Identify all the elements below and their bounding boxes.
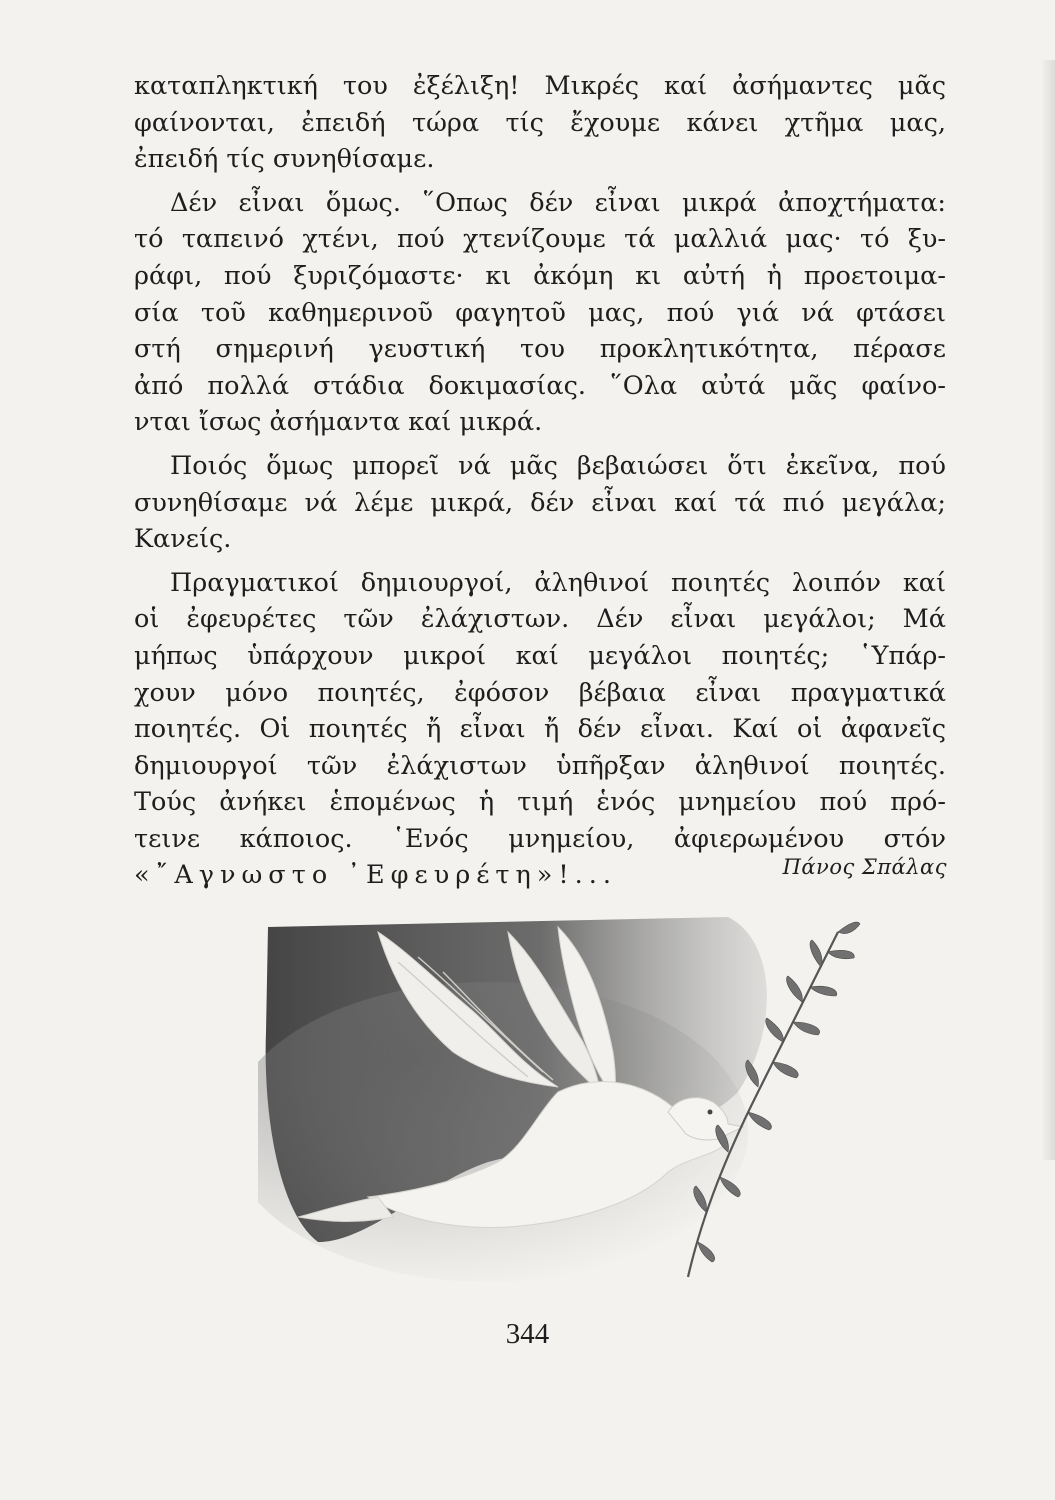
text-line: Δέν εἶναι ὅμως. ῞Οπως δέν εἶναι μικρά ἀποχτήματα: — [170, 187, 946, 218]
text-line: ἐπειδή τίς συνηθίσαμε. — [134, 144, 435, 175]
text-line: μήπως ὑπάρχουν μικροί καί μεγάλοι ποιητές; ῾Υπάρ- — [134, 640, 946, 671]
text-line: Ποιός ὅμως μπορεῖ νά μᾶς βεβαιώσει ὅτι ἐκεῖνα, πού — [170, 450, 946, 481]
text-line: καταπληκτική του ἐξέλιξη! Μικρές καί ἀσήμαντες μᾶς — [134, 71, 946, 101]
text-line: τό ταπεινό χτένι, πού χτενίζουμε τά μαλλιά μας· τό ξυ- — [134, 224, 946, 255]
text-line: στή σημερινή γευστική του προκλητικότητα, πέρασε — [134, 334, 946, 365]
text-line: οἱ ἐφευρέτες τῶν ἐλάχιστων. Δέν εἶναι μεγάλοι; Μά — [134, 604, 946, 635]
text-line: Κανείς. — [134, 524, 232, 555]
text-line: ἀπό πολλά στάδια δοκιμασίας. ῞Ολα αὐτά μᾶς φαίνο- — [134, 370, 946, 401]
author-signature: Πάνος Σπάλας — [782, 855, 947, 879]
text-line: ποιητές. Οἱ ποιητές ἤ εἶναι ἤ δέν εἶναι. Καί οἱ ἀφανεῖς — [134, 714, 946, 745]
text-line: Τούς ἀνήκει ἑπομένως ἡ τιμή ἑνός μνημείου πού πρό- — [134, 787, 946, 818]
text-line: δημιουργοί τῶν ἐλάχιστων ὑπῆρξαν ἀληθινοί ποιητές. — [134, 750, 946, 781]
dove-olive-branch-illustration — [258, 912, 878, 1284]
text-line: «῎Αγνωστο ᾿Εφευρέτη»!... — [134, 860, 617, 891]
text-line: τεινε κάποιος. ῾Ενός μνημείου, ἀφιερωμένου στόν — [134, 823, 946, 854]
text-line: Πραγματικοί δημιουργοί, ἀληθινοί ποιητές λοιπόν καί — [170, 567, 946, 598]
text-line: φαίνονται, ἐπειδή τώρα τίς ἔχουμε κάνει χτῆμα μας, — [134, 107, 946, 138]
text-line: νται ἴσως ἀσήμαντα καί μικρά. — [134, 407, 543, 438]
text-line: συνηθίσαμε νά λέμε μικρά, δέν εἶναι καί τά πιό μεγάλα; — [134, 487, 946, 518]
page-edge-shadow — [1041, 60, 1055, 1160]
text-line: ράφι, πού ξυριζόμαστε· κι ἀκόμη κι αὐτή ἡ προετοιμα- — [134, 260, 946, 291]
article-text — [134, 68, 946, 894]
text-line: σία τοῦ καθημερινοῦ φαγητοῦ μας, πού γιά νά φτάσει — [134, 297, 946, 328]
text-line: χουν μόνο ποιητές, ἐφόσον βέβαια εἶναι πραγματικά — [134, 677, 946, 708]
page-number: 344 — [505, 1318, 550, 1350]
